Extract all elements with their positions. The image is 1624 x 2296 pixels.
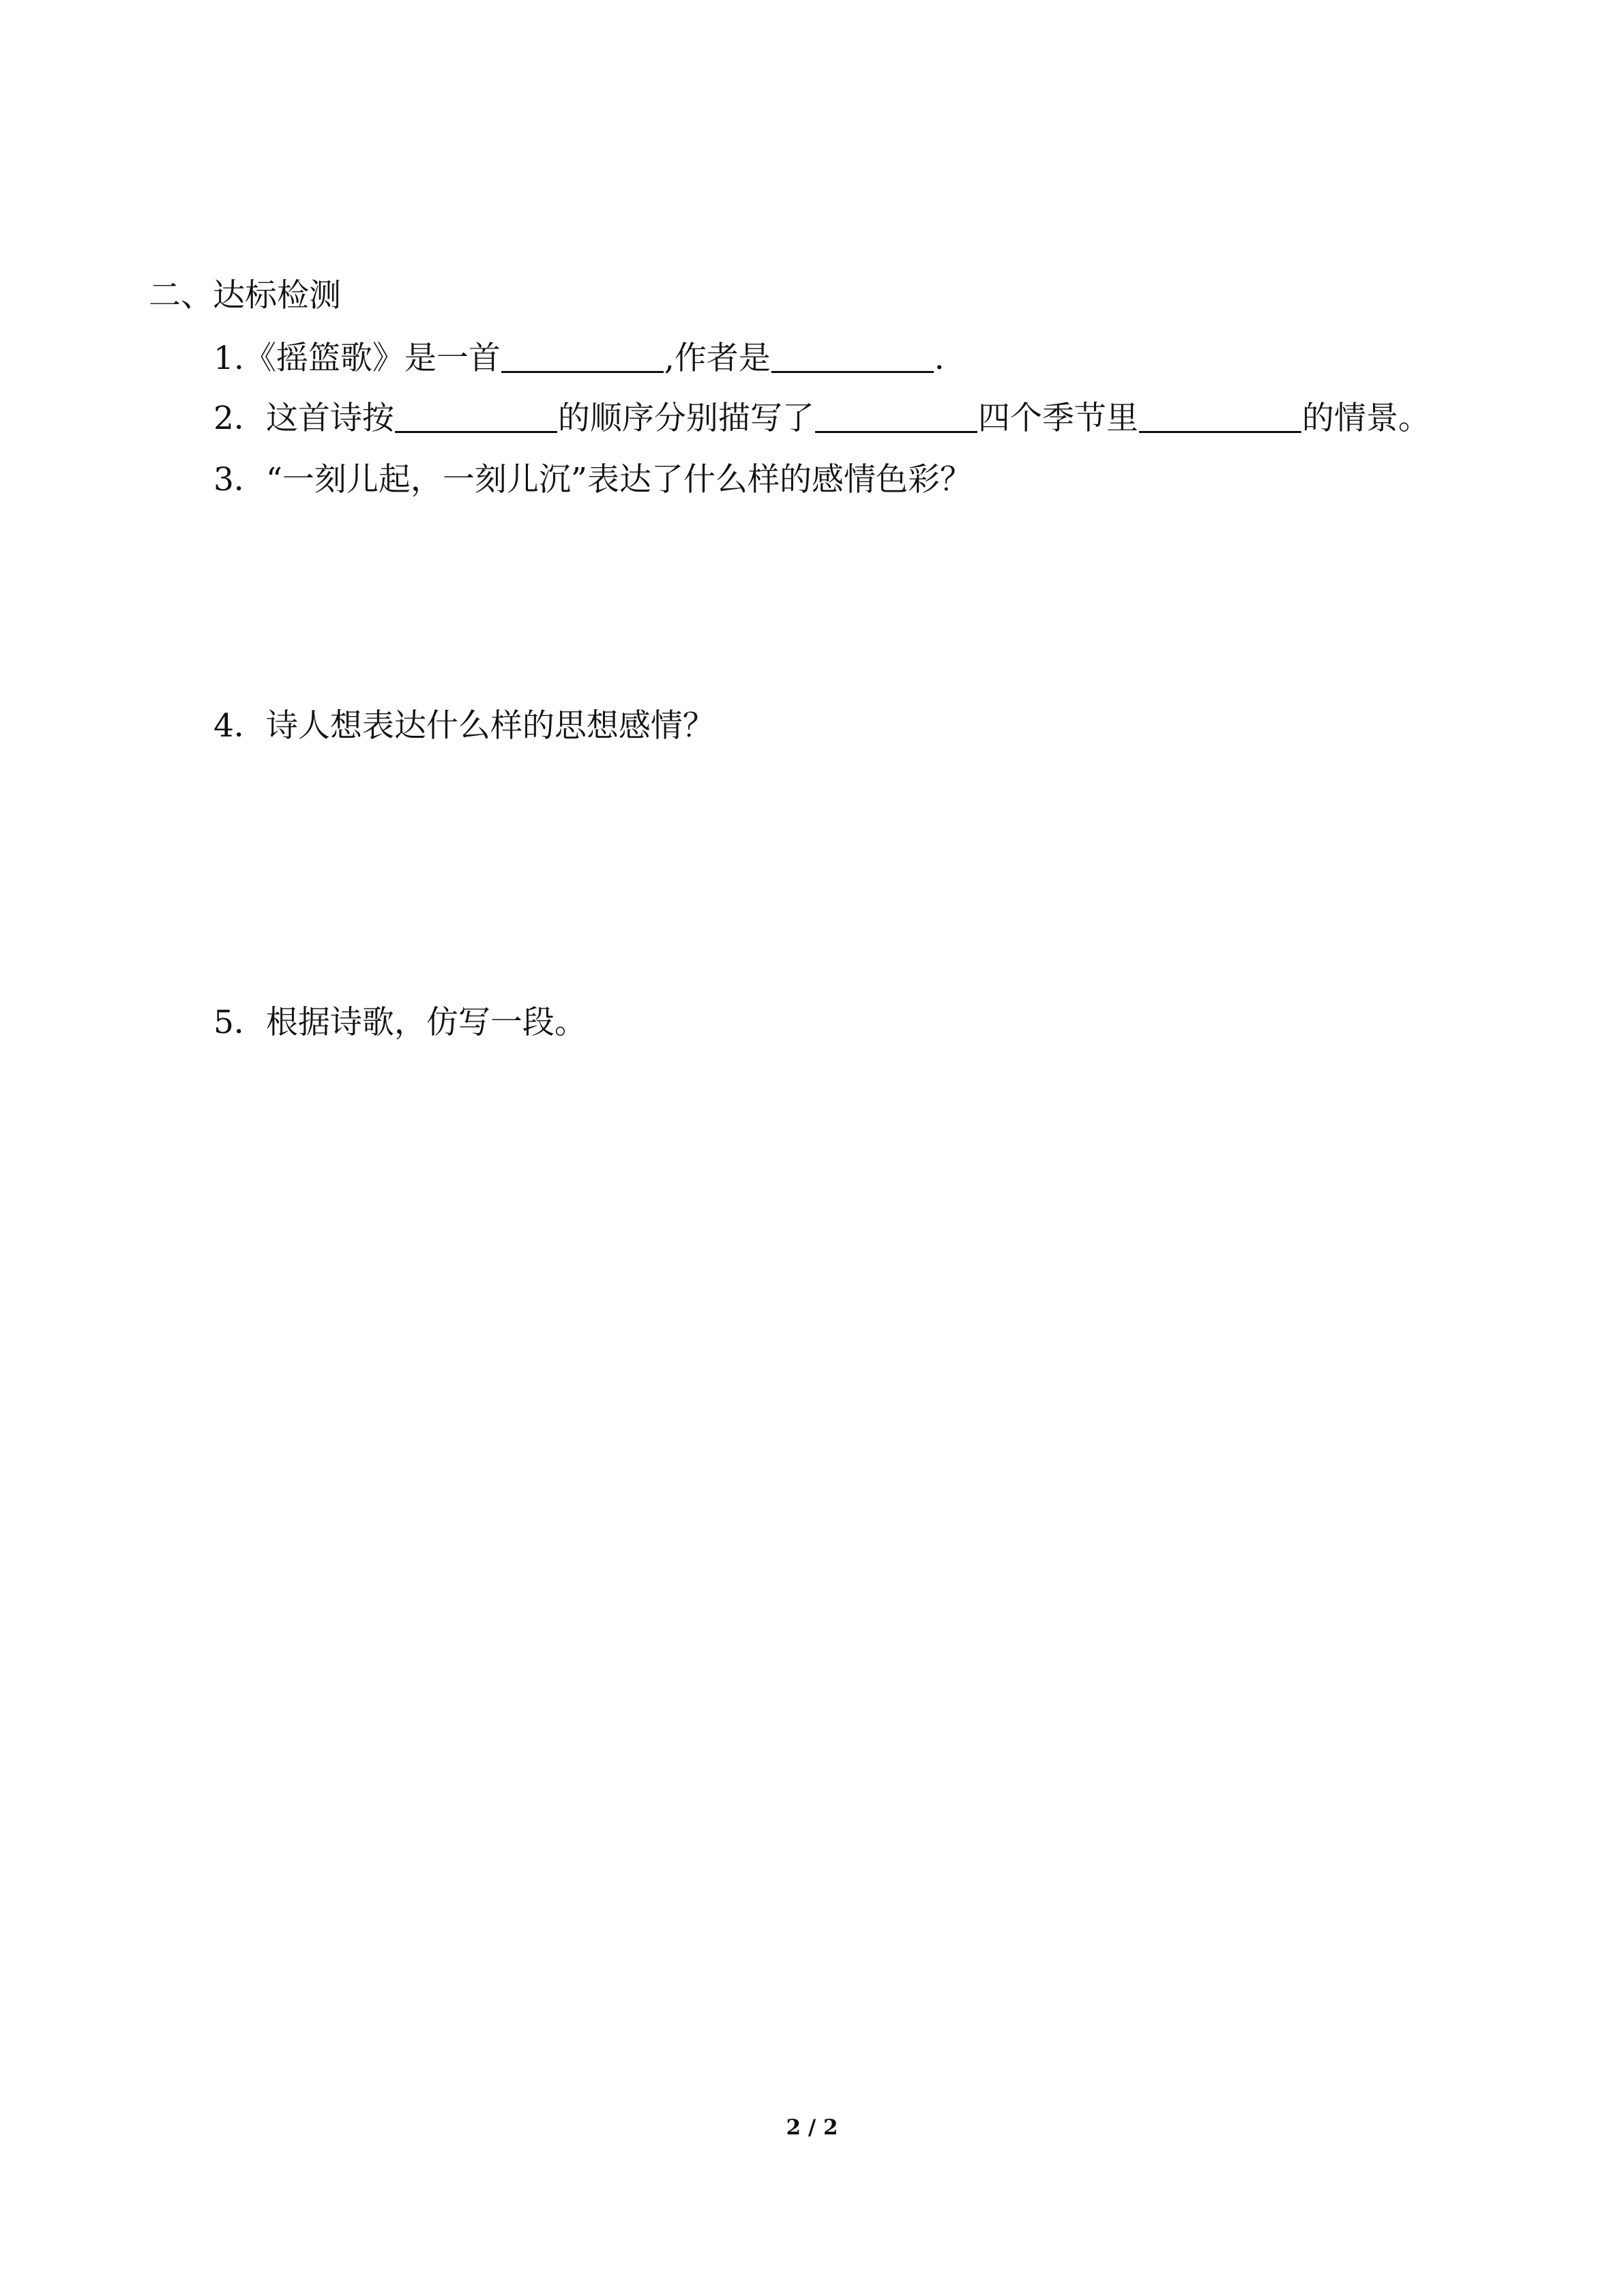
- answer-blank[interactable]: [395, 400, 557, 433]
- answer-blank[interactable]: [501, 340, 664, 373]
- question-text: “一刻儿起，一刻儿沉”表达了什么样的感情色彩？: [265, 461, 972, 498]
- question-number: 4．: [213, 707, 266, 745]
- question-4: [213, 706, 715, 747]
- question-number: 2．: [213, 400, 266, 437]
- question-text: 四个季节里: [977, 400, 1138, 437]
- answer-blank[interactable]: [815, 400, 977, 433]
- question-text: ,作者是: [664, 340, 771, 377]
- question-text: 《摇篮歌》是一首: [243, 340, 501, 377]
- question-text: 的顺序分别描写了: [557, 400, 814, 437]
- question-2: [213, 398, 1430, 439]
- question-text: 根据诗歌，仿写一段。: [265, 1004, 587, 1041]
- question-text: 诗人想表达什么样的思想感情？: [265, 707, 715, 745]
- answer-blank[interactable]: [771, 340, 934, 373]
- question-text: 这首诗按: [265, 400, 394, 437]
- question-number: 1.: [213, 340, 244, 377]
- question-1: [213, 338, 945, 379]
- question-number: 5．: [213, 1004, 266, 1041]
- section-title: 二、达标检测: [149, 277, 341, 314]
- page-number: 2 / 2: [786, 2115, 838, 2140]
- question-number: 3．: [213, 461, 266, 498]
- question-text: .: [934, 340, 945, 377]
- answer-blank[interactable]: [1139, 400, 1301, 433]
- question-5: [213, 1002, 587, 1043]
- question-text: 的情景。: [1301, 400, 1430, 437]
- question-3: [213, 460, 972, 501]
